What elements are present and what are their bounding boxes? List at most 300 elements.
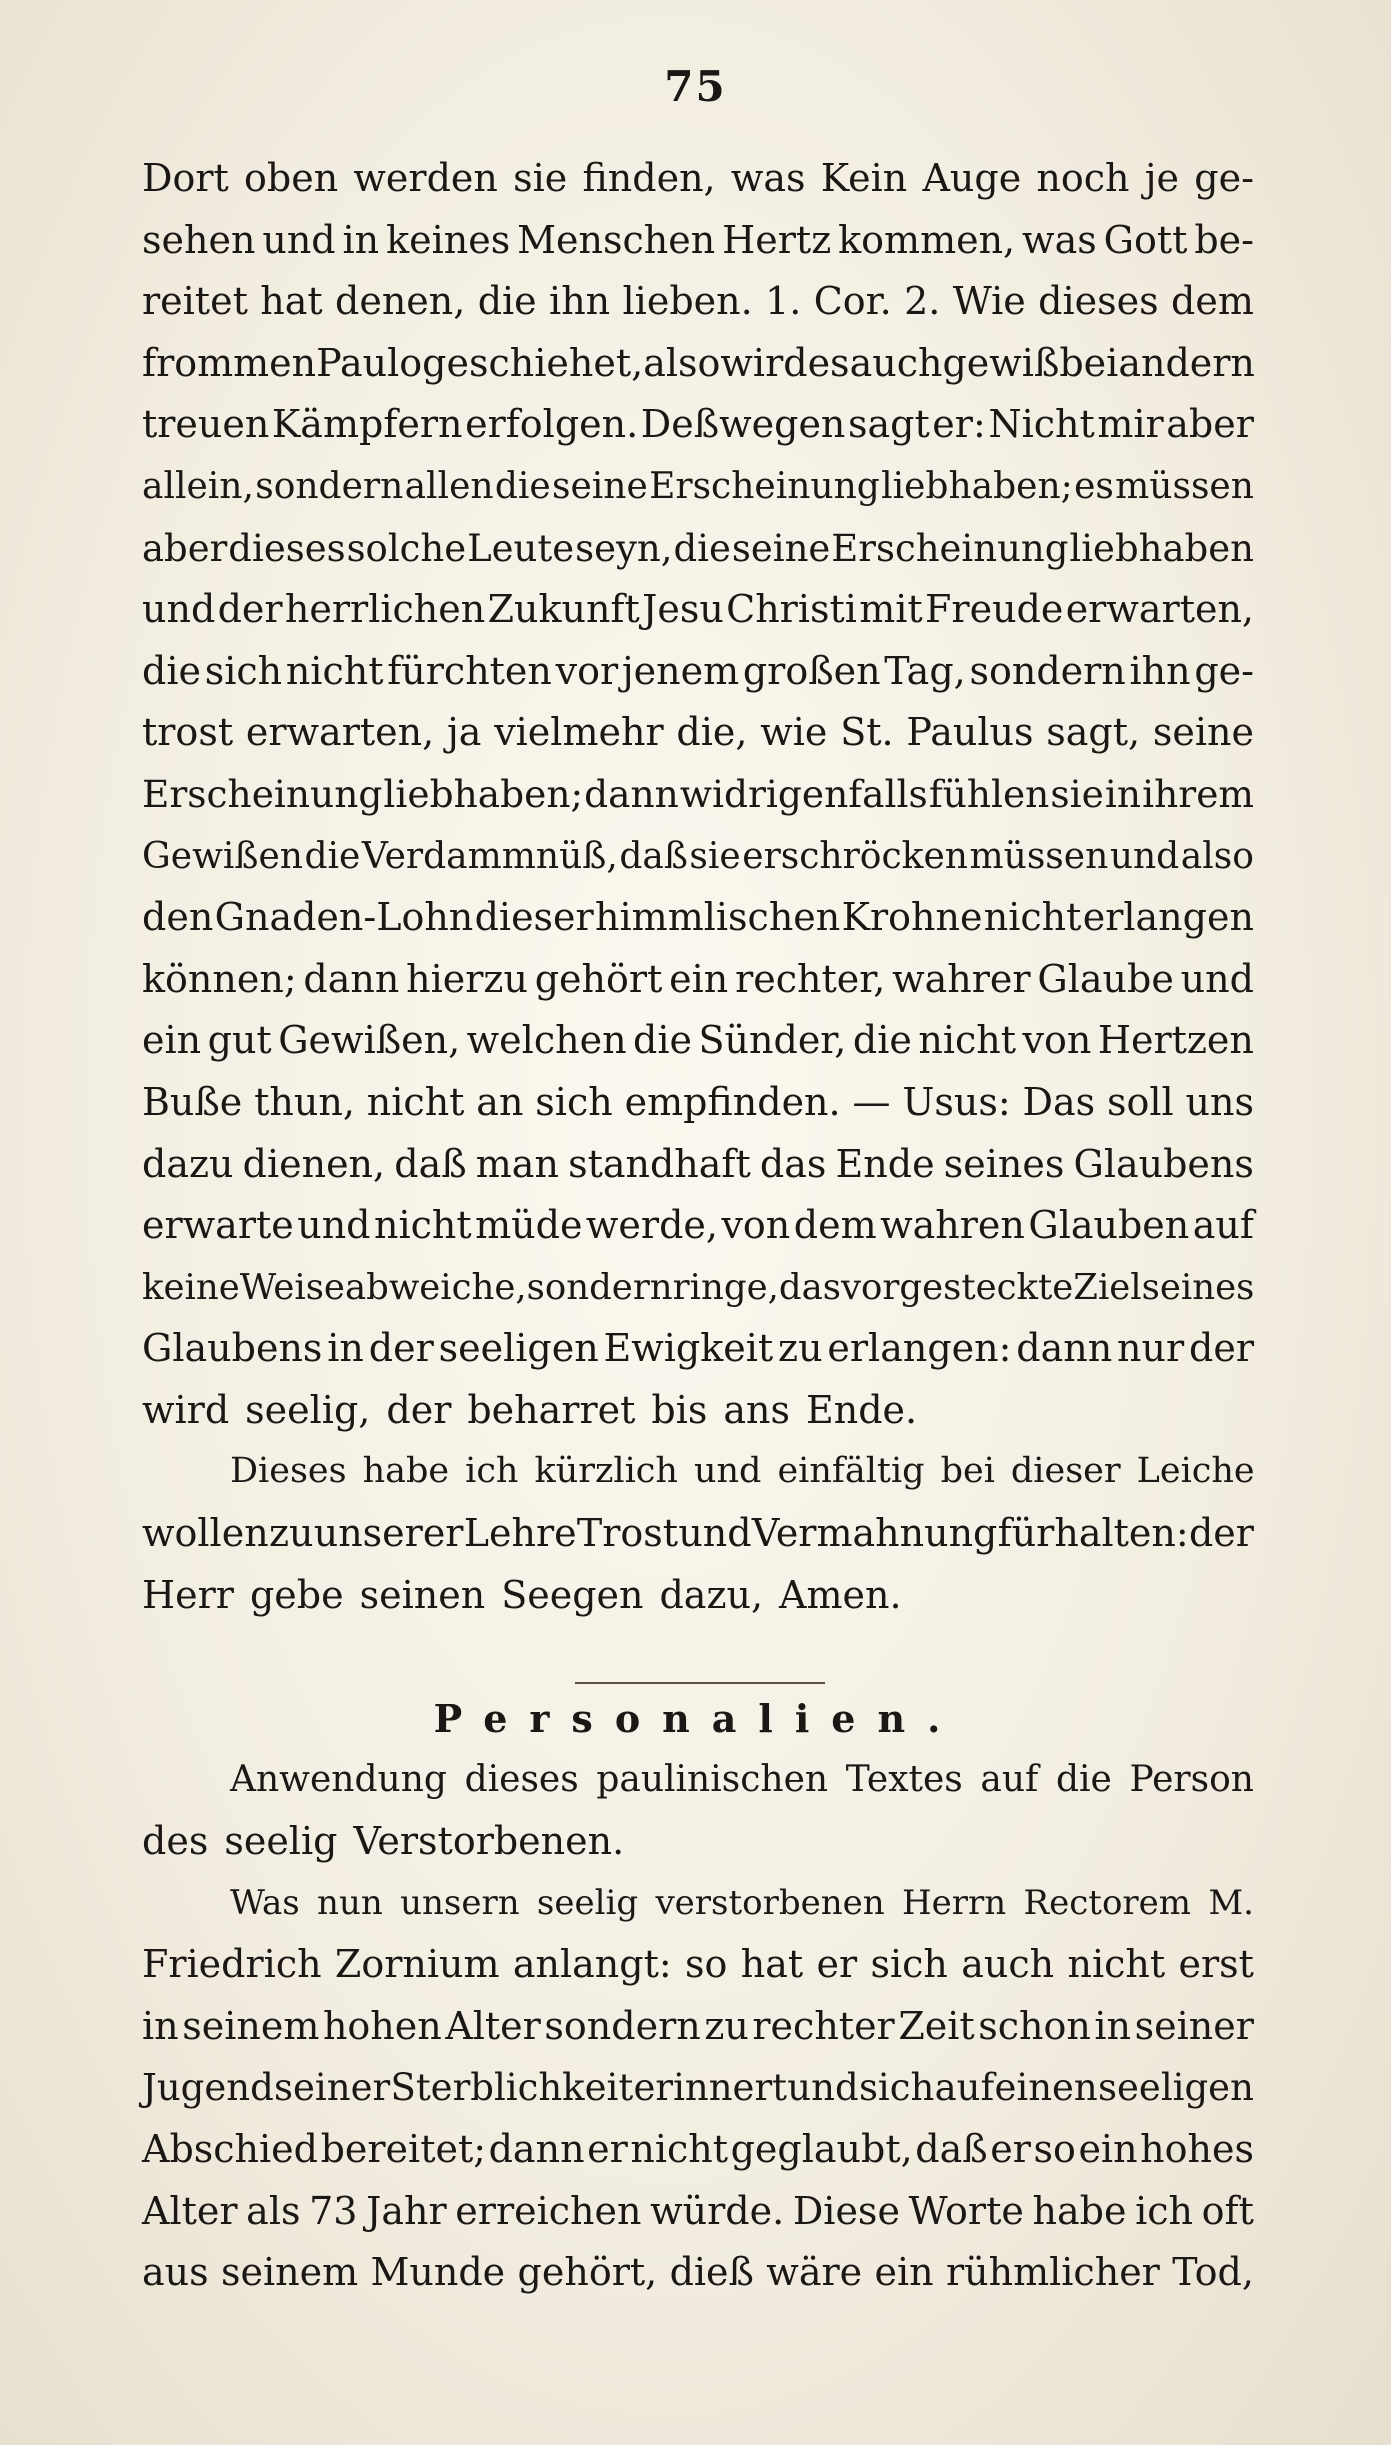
- word: ein: [1078, 2127, 1138, 2171]
- text-line: [142, 1996, 1254, 2058]
- word: seine: [731, 526, 831, 570]
- word: von: [1022, 1018, 1092, 1063]
- word: —: [852, 1079, 891, 1124]
- word: geglaubt,: [730, 2127, 913, 2171]
- word: dem: [1171, 279, 1254, 324]
- word: gut: [207, 1018, 272, 1063]
- word: Glaubens: [1073, 1141, 1254, 1186]
- word: müde: [475, 1203, 583, 1248]
- word: nicht: [630, 2127, 729, 2171]
- word: von: [721, 1203, 791, 1248]
- word: die: [477, 279, 537, 324]
- word: zu: [704, 2003, 749, 2048]
- word: sie: [513, 156, 568, 200]
- word: er: [816, 1942, 858, 1987]
- word: gehört,: [517, 2250, 658, 2295]
- word: aber: [142, 526, 228, 570]
- word: so: [1033, 2127, 1076, 2171]
- word: dann: [1016, 1326, 1113, 1371]
- word: Paulus: [906, 710, 1034, 755]
- word: Sünder,: [698, 1018, 847, 1063]
- word: 2.: [904, 279, 941, 324]
- word: Zeit: [898, 2003, 975, 2048]
- word: Rectorem: [1023, 1882, 1192, 1923]
- word: seines: [1141, 1266, 1255, 1308]
- text-line: [142, 1318, 1254, 1380]
- word: denen,: [335, 279, 466, 324]
- word: erfolgen.: [465, 402, 639, 447]
- word: Erscheinung: [831, 526, 1069, 570]
- word: zu: [778, 1326, 823, 1371]
- word: was: [730, 156, 806, 200]
- word: nicht: [366, 1079, 465, 1124]
- word: die: [633, 1018, 693, 1063]
- word: soll: [1107, 1079, 1174, 1124]
- text-line: [142, 641, 1254, 703]
- word: Kein: [820, 156, 908, 200]
- word: hohes: [1140, 2127, 1254, 2171]
- text-line: [142, 333, 1254, 395]
- word: in: [1094, 2003, 1132, 2048]
- word: dazu,: [659, 1572, 764, 1617]
- word: seeligen: [1098, 2066, 1254, 2110]
- word: gebe: [249, 1572, 344, 1617]
- word: erwarten,: [1065, 587, 1254, 632]
- word: dieses: [228, 526, 346, 570]
- word: Verdammnüß,: [361, 835, 618, 877]
- word: es: [807, 340, 850, 385]
- word: wäre: [766, 2250, 863, 2295]
- text-line: [142, 1749, 1254, 1811]
- word: Erscheinung: [142, 771, 383, 816]
- word: des: [142, 1819, 209, 1864]
- word: anlangt:: [512, 1942, 672, 1987]
- word: beharret: [467, 1387, 636, 1432]
- word: wie: [760, 710, 828, 755]
- word: und: [142, 587, 216, 632]
- word: Ende.: [806, 1387, 918, 1432]
- word: vor: [555, 648, 619, 693]
- word: es: [1074, 465, 1114, 507]
- word: ich: [1135, 2188, 1194, 2233]
- word: Usus:: [902, 1079, 1011, 1124]
- word: Amen.: [779, 1572, 902, 1617]
- word: Jahr: [366, 2188, 447, 2233]
- word: Person: [1129, 1759, 1254, 1801]
- word: sondern: [969, 648, 1126, 693]
- text-line: [142, 1134, 1254, 1196]
- word: dieß: [669, 2250, 754, 2295]
- text-line: [142, 1257, 1254, 1319]
- word: bereitet;: [320, 2127, 487, 2171]
- word: Diese: [792, 2188, 900, 2233]
- word: sich: [535, 1079, 613, 1124]
- text-line: [142, 1195, 1254, 1257]
- word: frommen: [142, 340, 317, 385]
- word: Jugend: [142, 2066, 274, 2110]
- word: welchen: [466, 1018, 627, 1063]
- word: dieser: [474, 895, 594, 940]
- word: wird: [720, 340, 808, 385]
- text-line: [142, 764, 1254, 826]
- word: nicht: [983, 895, 1082, 940]
- word: Alter: [445, 2003, 541, 2048]
- word: Tag,: [884, 648, 966, 693]
- word: liebhaben;: [881, 465, 1073, 507]
- word: ge-: [1194, 156, 1254, 200]
- word: Sterblichkeit: [390, 2066, 634, 2110]
- word: hat: [260, 279, 323, 324]
- word: himmlischen: [595, 895, 841, 940]
- word: trost: [142, 710, 234, 755]
- word: auch: [849, 340, 943, 385]
- word: in: [342, 217, 380, 262]
- word: wollen: [142, 1511, 269, 1556]
- word: er:: [932, 402, 986, 447]
- word: vorgesteckte: [840, 1266, 1074, 1308]
- word: Worte: [908, 2188, 1024, 2233]
- word: seinen: [359, 1572, 486, 1617]
- word: daß: [619, 835, 688, 877]
- word: allein,: [142, 465, 254, 507]
- word: und: [297, 1203, 371, 1248]
- word: Nicht: [988, 402, 1095, 447]
- text-line: [142, 949, 1254, 1011]
- text-line: [142, 887, 1254, 949]
- word: Jesu: [642, 587, 724, 632]
- word: Christi: [726, 587, 857, 632]
- word: Abschied: [142, 2127, 318, 2171]
- word: dann: [303, 956, 400, 1001]
- word: dazu: [142, 1141, 234, 1186]
- word: seeligen: [438, 1326, 599, 1371]
- word: habe: [362, 1451, 450, 1492]
- text-line: [142, 1565, 1254, 1627]
- word: auch: [961, 1942, 1055, 1987]
- word: habe: [1032, 2188, 1127, 2233]
- word: nicht: [285, 648, 384, 693]
- text-line: [142, 1441, 1254, 1503]
- word: Tod,: [1172, 2250, 1254, 2295]
- word: also: [1180, 835, 1254, 877]
- word: Cor.: [813, 279, 892, 324]
- word: sondern: [544, 2003, 701, 2048]
- word: mir: [1097, 402, 1164, 447]
- word: einfältig: [777, 1451, 925, 1492]
- word: vielmehr: [494, 710, 664, 755]
- word: hierzu: [406, 956, 528, 1001]
- word: Paulo: [316, 340, 423, 385]
- word: als: [246, 2188, 301, 2233]
- heading-text: Personalien.: [433, 1695, 963, 1741]
- word: Dort: [142, 156, 229, 200]
- word: seiner: [274, 2066, 391, 2110]
- word: man: [475, 1141, 559, 1186]
- word: wird: [142, 1387, 230, 1432]
- word: solche: [346, 526, 467, 570]
- word: Glaube: [1037, 956, 1174, 1001]
- word: Herrn: [902, 1882, 1007, 1923]
- word: rechter,: [735, 956, 886, 1001]
- word: sie: [689, 835, 741, 877]
- word: paulinischen: [596, 1759, 829, 1801]
- word: der: [217, 587, 283, 632]
- word: müssen: [969, 835, 1109, 877]
- word: Munde: [370, 2250, 506, 2295]
- text-line: [142, 1811, 1254, 1873]
- word: und: [262, 217, 336, 262]
- word: ihn: [1129, 648, 1191, 693]
- word: seelig: [224, 1819, 338, 1864]
- word: seine: [552, 465, 648, 507]
- word: nur: [1117, 1326, 1185, 1371]
- word: Gnaden-Lohn: [214, 895, 474, 940]
- word: geschiehet,: [422, 340, 644, 385]
- word: und: [1109, 835, 1180, 877]
- word: sagt,: [1046, 710, 1141, 755]
- word: rühmlicher: [945, 2250, 1160, 2295]
- word: fühlen: [928, 771, 1050, 816]
- word: seelig,: [245, 1387, 371, 1432]
- word: erwarten,: [245, 710, 435, 755]
- word: in: [142, 2003, 179, 2048]
- word: Krohne: [841, 895, 983, 940]
- word: können;: [142, 956, 297, 1001]
- word: seyn,: [575, 526, 673, 570]
- word: dieses: [1038, 279, 1159, 324]
- word: ans: [723, 1387, 791, 1432]
- word: einen: [994, 2066, 1098, 2110]
- word: M.: [1208, 1882, 1254, 1923]
- word: Leiche: [1136, 1451, 1255, 1492]
- word: Glaubens: [142, 1326, 323, 1371]
- word: und: [693, 1451, 762, 1492]
- word: rechter: [752, 2003, 895, 2048]
- word: Vermahnung: [751, 1511, 998, 1556]
- word: Gewißen,: [278, 1018, 461, 1063]
- word: auf: [934, 2066, 995, 2110]
- word: seine: [1152, 710, 1254, 755]
- word: Ewigkeit: [603, 1326, 774, 1371]
- word: seines: [943, 1141, 1065, 1186]
- word: erreichen: [455, 2188, 642, 2233]
- word: das: [759, 1141, 827, 1186]
- word: Kämpfern: [271, 402, 463, 447]
- word: so: [685, 1942, 728, 1987]
- word: der: [368, 1326, 434, 1371]
- word: auf: [980, 1759, 1039, 1801]
- word: nun: [317, 1882, 383, 1923]
- word: sie: [1050, 771, 1104, 816]
- word: Menschen: [517, 217, 716, 262]
- word: bei: [1059, 340, 1119, 385]
- word: erlangen: [1082, 895, 1254, 940]
- word: die: [852, 1018, 912, 1063]
- text-line: [142, 1626, 1254, 1688]
- word: Gott: [1103, 217, 1188, 262]
- word: in: [1104, 771, 1142, 816]
- word: 73: [309, 2188, 358, 2233]
- word: und: [1180, 956, 1254, 1001]
- word: ihrem: [1142, 771, 1254, 816]
- word: ein: [874, 2250, 934, 2295]
- word: 1.: [765, 279, 802, 324]
- word: kürzlich: [534, 1451, 678, 1492]
- text-line: [142, 1010, 1254, 1072]
- text-line: [142, 2181, 1254, 2243]
- word: Hertzen: [1097, 1018, 1254, 1063]
- word: keines: [386, 217, 511, 262]
- word: erlangen:: [827, 1326, 1012, 1371]
- word: treuen: [142, 402, 270, 447]
- word: den: [142, 895, 214, 940]
- word: ge-: [1194, 648, 1254, 693]
- word: noch: [1036, 156, 1130, 200]
- word: würde.: [650, 2188, 785, 2233]
- word: zu: [268, 1511, 314, 1556]
- word: Buße: [142, 1079, 243, 1124]
- word: dann: [584, 771, 679, 816]
- word: kommen,: [838, 217, 1016, 262]
- text-line: [142, 702, 1254, 764]
- word: Hertz: [722, 217, 832, 262]
- word: daß: [394, 1141, 467, 1186]
- word: Auge: [922, 156, 1022, 200]
- word: fürchten: [387, 648, 552, 693]
- word: erst: [1178, 1942, 1254, 1987]
- word: bei: [940, 1451, 995, 1492]
- word: Das: [1022, 1079, 1096, 1124]
- word: dem: [793, 1203, 877, 1248]
- word: herrlichen: [284, 587, 486, 632]
- word: sich: [870, 1942, 948, 1987]
- word: lieben.: [622, 279, 753, 324]
- word: die: [1056, 1759, 1112, 1801]
- word: sondern: [526, 1266, 673, 1308]
- word: dann: [488, 2127, 585, 2171]
- word: abweiche,: [344, 1266, 527, 1308]
- word: andern: [1118, 340, 1255, 385]
- word: Ende: [835, 1141, 935, 1186]
- word: widrigenfalls: [679, 771, 928, 816]
- word: der: [1189, 1326, 1254, 1371]
- word: gewiß: [942, 340, 1060, 385]
- text-line: [142, 1934, 1254, 1996]
- word: allen: [404, 465, 494, 507]
- text-line: [142, 2057, 1254, 2119]
- word: Ziel: [1073, 1266, 1142, 1308]
- word: Gewißen: [142, 835, 303, 877]
- word: Was: [230, 1882, 300, 1923]
- word: sich: [204, 648, 283, 693]
- word: unsern: [400, 1882, 520, 1923]
- word: hohen: [322, 2003, 442, 2048]
- word: seinem: [221, 2250, 359, 2295]
- word: seinem: [182, 2003, 320, 2048]
- word: jenem: [621, 648, 740, 693]
- word: finden,: [582, 156, 716, 200]
- word: werde,: [585, 1203, 718, 1248]
- word: also: [643, 340, 721, 385]
- word: Zukunft: [487, 587, 640, 632]
- word: bis: [651, 1387, 708, 1432]
- word: ja: [446, 710, 482, 755]
- word: ihn: [549, 279, 611, 324]
- text-line: [142, 394, 1254, 456]
- word: sich: [858, 2066, 935, 2110]
- word: wahren: [880, 1203, 1025, 1248]
- word: er: [587, 2127, 628, 2171]
- word: uns: [1185, 1079, 1254, 1124]
- text-line: [142, 271, 1254, 333]
- word: Trost: [576, 1511, 679, 1556]
- word: mit: [859, 587, 923, 632]
- word: liebhaben: [1069, 526, 1254, 570]
- word: empfinden.: [624, 1079, 841, 1124]
- word: sondern: [255, 465, 404, 507]
- text-line: [142, 1380, 1254, 1442]
- word: Dieses: [230, 1451, 347, 1492]
- word: nicht: [918, 1018, 1017, 1063]
- word: die: [494, 465, 551, 507]
- text-line: [142, 579, 1254, 641]
- word: werden: [353, 156, 498, 200]
- text-line: [142, 518, 1254, 580]
- text-line: [142, 2119, 1254, 2181]
- word: Anwendung: [230, 1759, 447, 1801]
- section-heading: [142, 1688, 1254, 1750]
- word: großen: [742, 648, 881, 693]
- word: nicht: [373, 1203, 472, 1248]
- word: sagt: [847, 402, 930, 447]
- word: Herr: [142, 1572, 234, 1617]
- word: wahrer: [892, 956, 1031, 1001]
- text-line: [142, 1072, 1254, 1134]
- word: hat: [740, 1942, 804, 1987]
- word: Weise: [239, 1266, 345, 1308]
- word: aber: [1166, 402, 1254, 447]
- word: sehen: [142, 217, 256, 262]
- word: aus: [142, 2250, 209, 2295]
- word: auf: [1192, 1203, 1254, 1248]
- page-number: 75: [664, 62, 727, 111]
- word: und: [787, 2066, 859, 2110]
- word: Leute: [467, 526, 575, 570]
- word: die,: [676, 710, 748, 755]
- word: Erscheinung: [649, 465, 880, 507]
- word: liebhaben;: [383, 771, 584, 816]
- word: dienen,: [242, 1141, 386, 1186]
- word: be-: [1194, 217, 1254, 262]
- word: ringe,: [672, 1266, 779, 1308]
- word: Seegen: [501, 1572, 644, 1617]
- word: Deßwegen: [640, 402, 846, 447]
- word: Lehre: [463, 1511, 577, 1556]
- word: Friedrich: [142, 1942, 322, 1987]
- word: an: [476, 1079, 524, 1124]
- word: daß: [915, 2127, 988, 2171]
- word: dieses: [464, 1759, 579, 1801]
- word: die: [304, 835, 361, 877]
- word: gehört: [534, 956, 663, 1001]
- word: was: [1022, 217, 1097, 262]
- word: Alter: [142, 2188, 238, 2233]
- word: Wie: [952, 279, 1026, 324]
- body-text: [142, 148, 1254, 2304]
- word: die: [142, 648, 201, 693]
- text-line: [142, 826, 1254, 888]
- word: erwarte: [142, 1203, 294, 1248]
